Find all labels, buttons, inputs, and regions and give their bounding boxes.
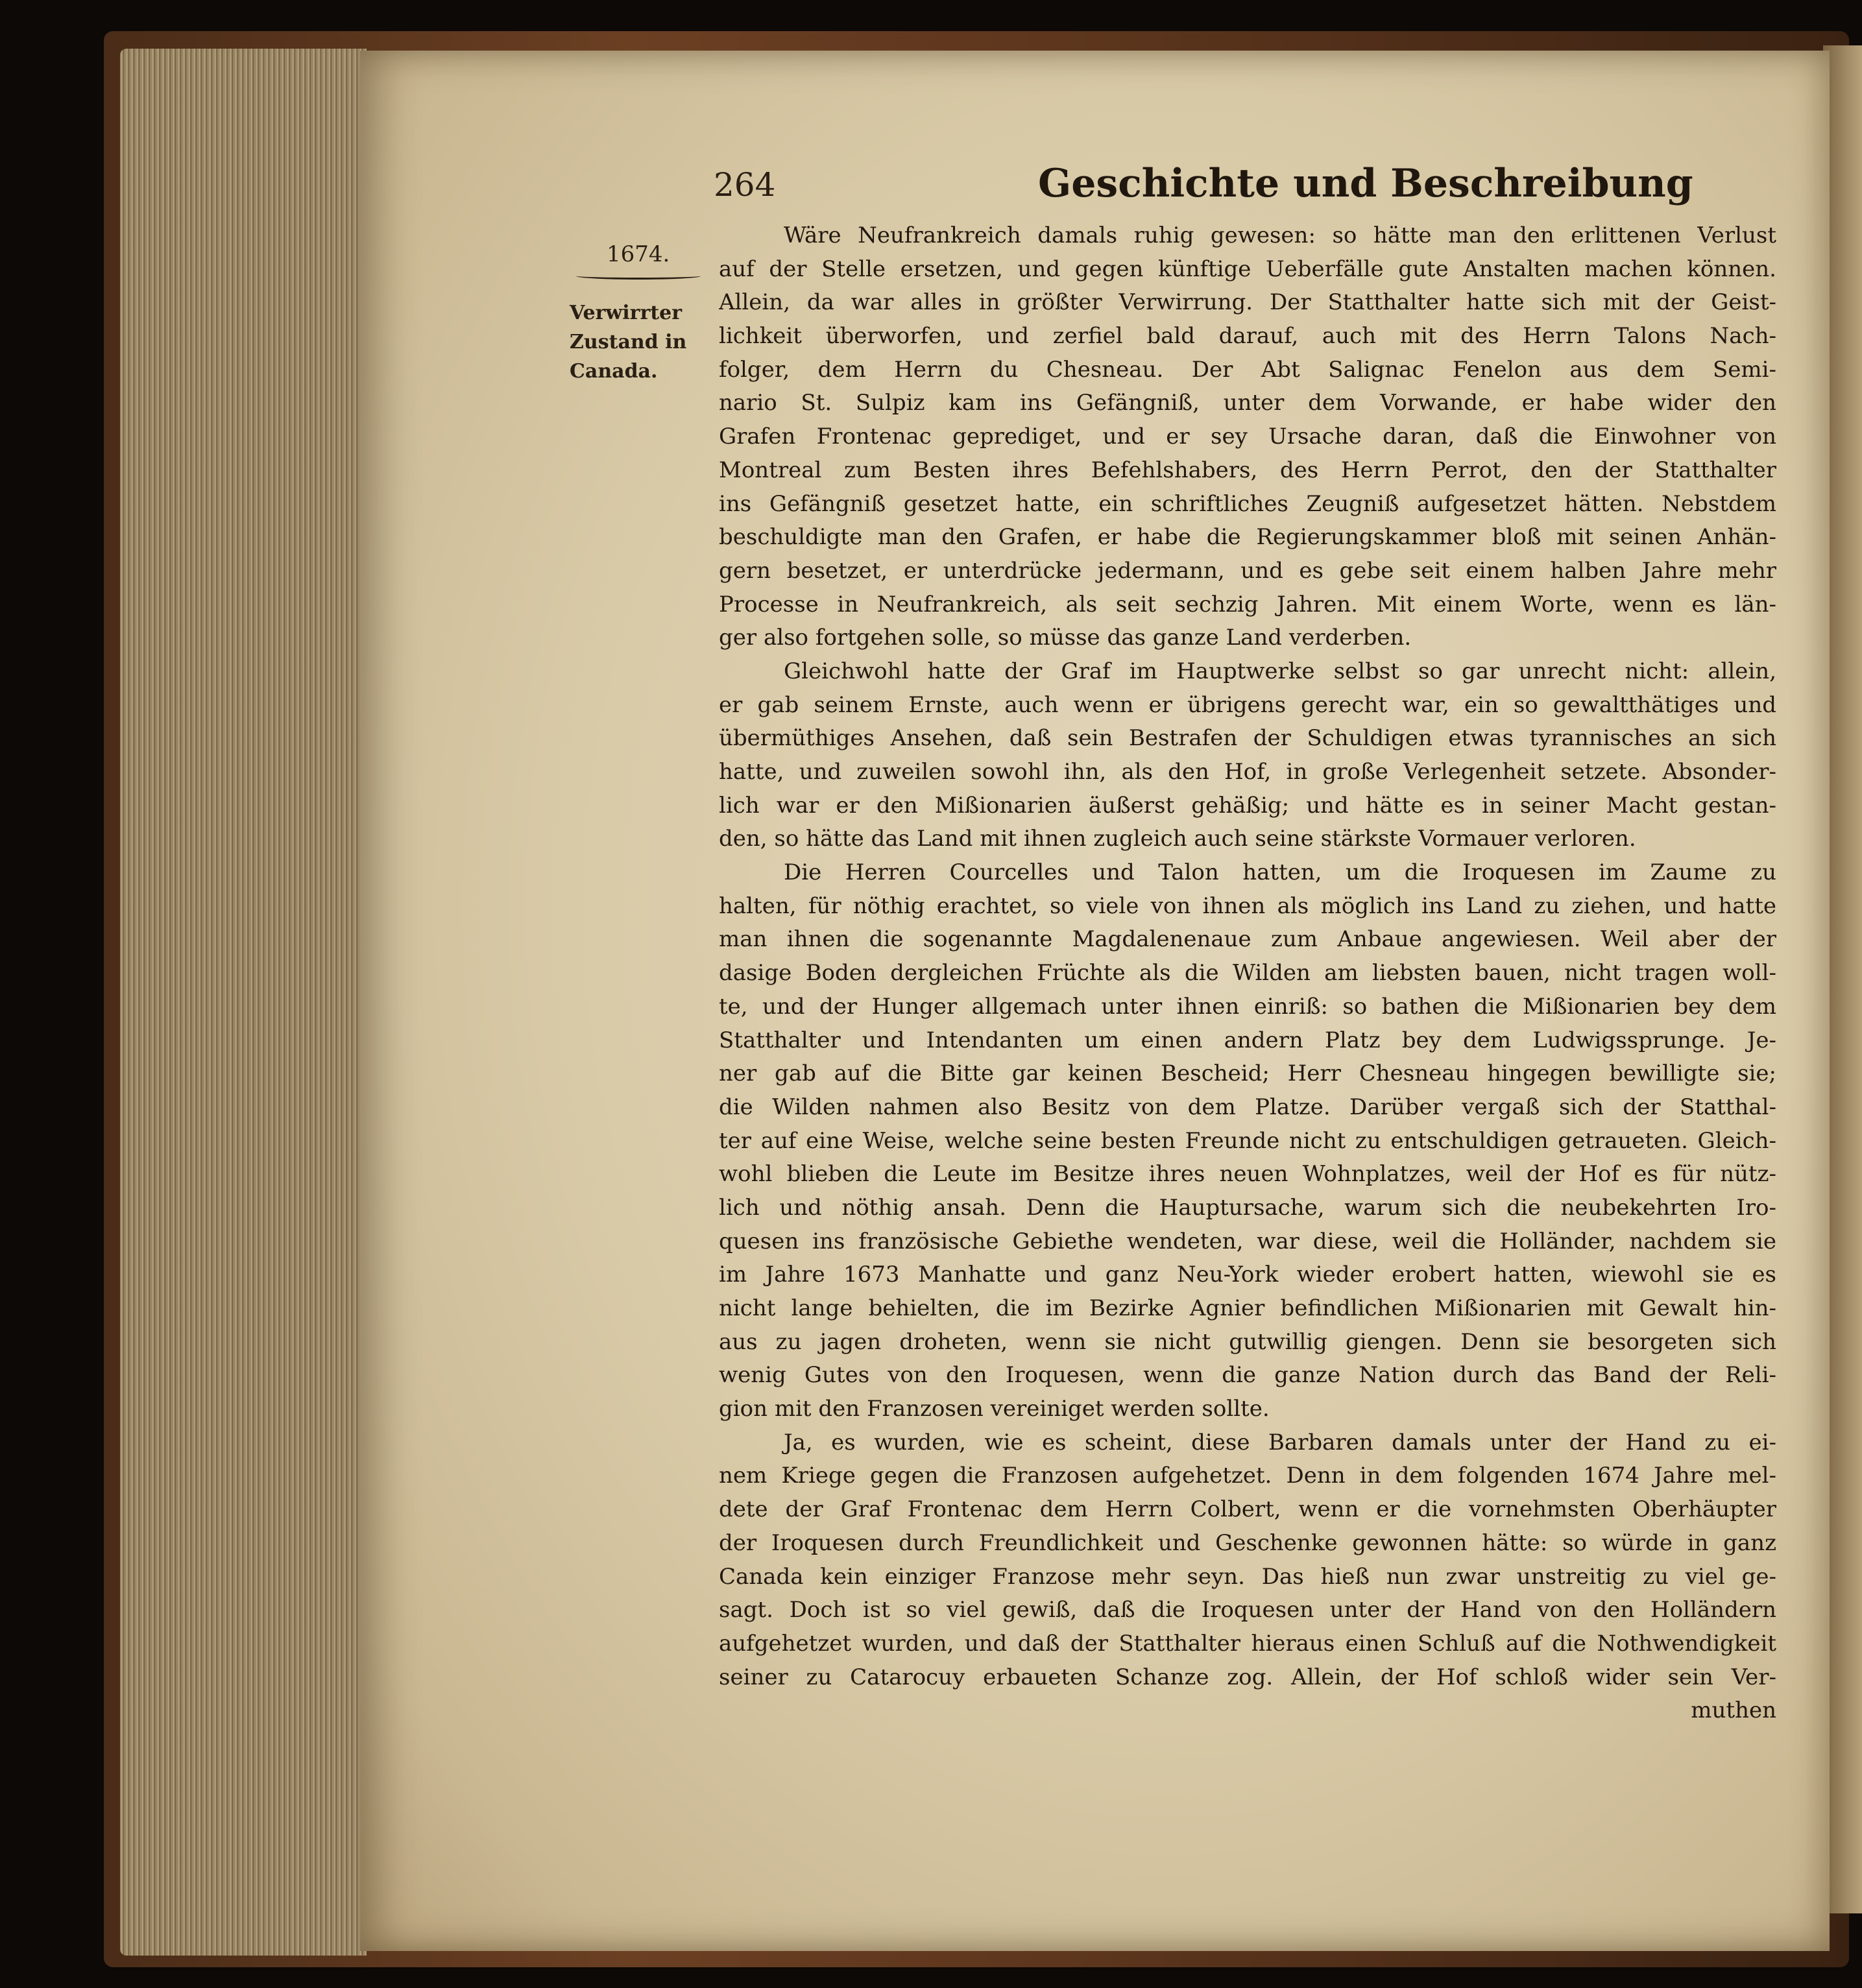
text-line: nem Kriege gegen die Franzosen aufgehetzet. Denn in dem folgenden 1674 Jahre mel- bbox=[719, 1463, 1776, 1489]
text-line: Canada kein einziger Franzose mehr seyn. Das hieß nun zwar unstreitig zu viel ge- bbox=[719, 1563, 1776, 1590]
margin-note bbox=[570, 298, 699, 386]
text-line: dasige Boden dergleichen Früchte als die Wilden am liebsten bauen, nicht tragen woll- bbox=[719, 960, 1776, 987]
text-line: den, so hätte das Land mit ihnen zugleich auch seine stärkste Vormauer verloren. bbox=[719, 826, 1636, 852]
text-line: sagt. Doch ist so viel gewiß, daß die Iroquesen unter der Hand von den Holländern bbox=[719, 1597, 1776, 1623]
margin-note-line: Verwirrter bbox=[570, 302, 682, 324]
text-line: Processe in Neufrankreich, als seit sechzig Jahren. Mit einem Worte, wenn es län- bbox=[719, 591, 1776, 617]
text-line: seiner zu Catarocuy erbaueten Schanze zog. Allein, der Hof schloß wider sein Ver- bbox=[719, 1664, 1776, 1690]
text-line: ner gab auf die Bitte gar keinen Bescheid; Herr Chesneau hingegen bewilligte sie; bbox=[719, 1060, 1776, 1087]
text-line: die Wilden nahmen also Besitz von dem Platze. Darüber vergaß sich der Statthal- bbox=[719, 1094, 1776, 1120]
text-line: wohl blieben die Leute im Besitze ihres neuen Wohnplatzes, weil der Hof es für nütz- bbox=[719, 1161, 1776, 1188]
page-edges bbox=[120, 49, 367, 1956]
text-line: gion mit den Franzosen vereiniget werden sollte. bbox=[719, 1396, 1270, 1422]
text-line: ins Gefängniß gesetzet hatte, ein schriftliches Zeugniß aufgesetzet hätten. Nebstdem bbox=[719, 490, 1776, 517]
text-line: im Jahre 1673 Manhatte und ganz Neu-York wieder erobert hatten, wiewohl sie es bbox=[719, 1262, 1776, 1288]
margin-note-line: Canada. bbox=[570, 360, 658, 383]
text-line: wenig Gutes von den Iroquesen, wenn die ganze Nation durch das Band der Reli- bbox=[719, 1362, 1776, 1389]
text-line: übermüthiges Ansehen, daß sein Bestrafen der Schuldigen etwas tyrannisches an sich bbox=[719, 725, 1776, 752]
text-line: lich war er den Mißionarien äußerst gehäßig; und hätte es in seiner Macht gestan- bbox=[719, 792, 1776, 819]
text-line: nario St. Sulpiz kam ins Gefängniß, unter dem Vorwande, er habe wider den bbox=[719, 390, 1776, 416]
text-line: Grafen Frontenac geprediget, und er sey Ursache daran, daß die Einwohner von bbox=[719, 424, 1776, 450]
text-line: Ja, es wurden, wie es scheint, diese Barbaren damals unter der Hand zu ei- bbox=[784, 1429, 1776, 1455]
text-line: gern besetzet, er unterdrücke jedermann, und es gebe seit einem halben Jahre mehr bbox=[719, 557, 1776, 584]
text-line: lichkeit überworfen, und zerfiel bald darauf, auch mit des Herrn Talons Nach- bbox=[719, 323, 1776, 350]
text-line: halten, für nöthig erachtet, so viele von ihnen als möglich ins Land zu ziehen, und hatte bbox=[719, 892, 1776, 919]
margin-year: 1674. bbox=[607, 241, 670, 267]
text-line: nicht lange behielten, die im Bezirke Agnier befindlichen Mißionarien mit Gewalt hin- bbox=[719, 1295, 1776, 1321]
text-line: quesen ins französische Gebiethe wendeten, war diese, weil die Holländer, nachdem sie bbox=[719, 1228, 1776, 1254]
catchword: muthen bbox=[1691, 1697, 1776, 1724]
text-line: ger also fortgehen solle, so müsse das ganze Land verderben. bbox=[719, 625, 1412, 651]
margin-rule bbox=[576, 272, 701, 280]
text-line: Gleichwohl hatte der Graf im Hauptwerke selbst so gar unrecht nicht: allein, bbox=[784, 658, 1776, 684]
text-line: hatte, und zuweilen sowohl ihn, als den Hof, in große Verlegenheit setzete. Absonder- bbox=[719, 759, 1776, 785]
text-line: ter auf eine Weise, welche seine besten Freunde nicht zu entschuldigen getraueten. Gleich- bbox=[719, 1127, 1776, 1154]
page-heading: Geschichte und Beschreibung bbox=[1038, 161, 1693, 206]
text-line: man ihnen die sogenannte Magdalenenaue zum Anbaue angewiesen. Weil aber der bbox=[719, 926, 1776, 953]
page-number: 264 bbox=[714, 166, 776, 204]
text-line: te, und der Hunger allgemach unter ihnen einriß: so bathen die Mißionarien bey dem bbox=[719, 993, 1776, 1020]
text-line: aus zu jagen droheten, wenn sie nicht gutwillig giengen. Denn sie besorgeten sich bbox=[719, 1328, 1776, 1355]
text-line: aufgehetzet wurden, und daß der Statthalter hieraus einen Schluß auf die Nothwendigkeit bbox=[719, 1630, 1776, 1657]
text-line: der Iroquesen durch Freundlichkeit und Geschenke gewonnen hätte: so würde in ganz bbox=[719, 1529, 1776, 1556]
text-line: er gab seinem Ernste, auch wenn er übrigens gerecht war, ein so gewaltthätiges und bbox=[719, 691, 1776, 718]
text-line: folger, dem Herrn du Chesneau. Der Abt Salignac Fenelon aus dem Semi- bbox=[719, 356, 1776, 383]
text-line: lich und nöthig ansah. Denn die Hauptursache, warum sich die neubekehrten Iro- bbox=[719, 1194, 1776, 1221]
text-line: Statthalter und Intendanten um einen andern Platz bey dem Ludwigssprunge. Je- bbox=[719, 1027, 1776, 1053]
text-line: beschuldigte man den Grafen, er habe die Regierungskammer bloß mit seinen Anhän- bbox=[719, 524, 1776, 551]
text-line: auf der Stelle ersetzen, und gegen künftige Ueberfälle gute Anstalten machen können. bbox=[719, 256, 1776, 282]
text-line: dete der Graf Frontenac dem Herrn Colbert, wenn er die vornehmsten Oberhäupter bbox=[719, 1496, 1776, 1523]
text-line: Die Herren Courcelles und Talon hatten, um die Iroquesen im Zaume zu bbox=[784, 859, 1776, 886]
text-line: Allein, da war alles in größter Verwirrung. Der Statthalter hatte sich mit der Geist- bbox=[719, 289, 1776, 316]
body-text bbox=[719, 219, 1776, 1728]
text-line: Montreal zum Besten ihres Befehlshabers, des Herrn Perrot, den der Statthalter bbox=[719, 457, 1776, 483]
text-line: Wäre Neufrankreich damals ruhig gewesen: so hätte man den erlittenen Verlust bbox=[784, 222, 1776, 248]
running-head bbox=[714, 161, 1778, 213]
margin-note-line: Zustand in bbox=[570, 331, 687, 353]
